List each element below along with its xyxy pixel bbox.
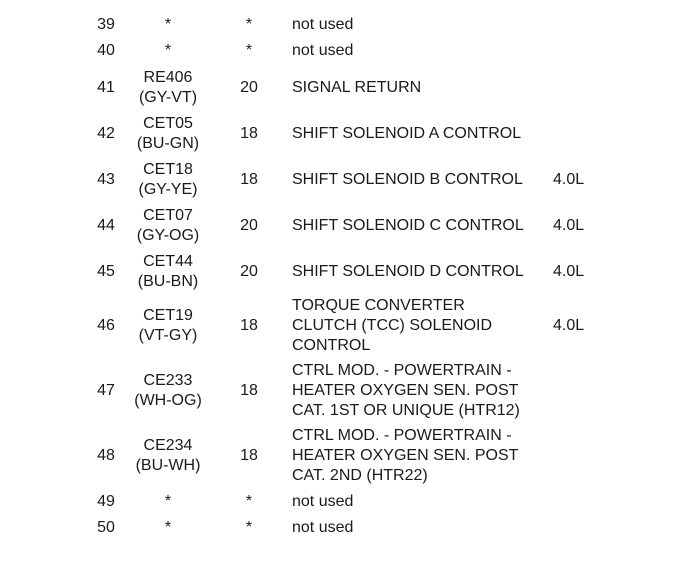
wire-color: (BU-WH)	[135, 457, 201, 474]
wire-gauge: 18	[240, 171, 258, 188]
circuit-code	[118, 41, 218, 61]
pin-function	[292, 426, 518, 486]
circuit-code	[118, 371, 218, 411]
pin-number: 48	[97, 447, 115, 464]
wire-color: (GY-YE)	[138, 181, 198, 198]
table-row	[0, 66, 688, 110]
function-line: SHIFT SOLENOID D CONTROL	[292, 263, 524, 280]
function-line: HEATER OXYGEN SEN. POST	[292, 447, 519, 464]
pin-function	[292, 262, 524, 282]
table-row	[0, 517, 688, 539]
table-row	[0, 204, 688, 248]
pin-number: 45	[97, 263, 115, 280]
function-line: SHIFT SOLENOID A CONTROL	[292, 125, 522, 142]
wire-gauge: 18	[240, 125, 258, 142]
pin-function	[292, 15, 353, 35]
circuit-id: RE406	[143, 69, 193, 86]
wire-color: (VT-GY)	[138, 327, 198, 344]
circuit-code	[118, 252, 218, 292]
wire-color: (BU-BN)	[137, 273, 199, 290]
pin-number: 47	[97, 382, 115, 399]
circuit-id: *	[164, 519, 172, 536]
wire-gauge: 18	[240, 382, 258, 399]
table-row	[0, 425, 688, 487]
circuit-id: CE233	[143, 372, 193, 389]
pin-function	[292, 518, 353, 538]
wire-color: (GY-VT)	[138, 89, 198, 106]
function-line: CTRL MOD. - POWERTRAIN -	[292, 362, 512, 379]
wire-gauge: *	[245, 493, 253, 510]
engine-note: 4.0L	[553, 171, 585, 188]
pin-number: 39	[97, 16, 115, 33]
pin-number: 42	[97, 125, 115, 142]
pin-function	[292, 41, 353, 61]
circuit-id: CET19	[143, 307, 193, 324]
circuit-id: CE234	[143, 437, 193, 454]
function-line: CAT. 2ND (HTR22)	[292, 467, 428, 484]
circuit-code	[118, 436, 218, 476]
wire-gauge: 18	[240, 447, 258, 464]
engine-note: 4.0L	[553, 217, 585, 234]
function-line: CLUTCH (TCC) SOLENOID	[292, 317, 493, 334]
circuit-code	[118, 68, 218, 108]
pin-number: 41	[97, 79, 115, 96]
circuit-id: CET05	[143, 115, 193, 132]
wire-gauge: 20	[240, 263, 258, 280]
pin-function	[292, 296, 492, 356]
function-line: TORQUE CONVERTER	[292, 297, 465, 314]
circuit-id: CET44	[143, 253, 193, 270]
pin-function	[292, 124, 521, 144]
pin-function	[292, 170, 523, 190]
wire-gauge: 20	[240, 217, 258, 234]
function-line: CAT. 1ST OR UNIQUE (HTR12)	[292, 402, 520, 419]
pin-number: 46	[97, 317, 115, 334]
function-line: SHIFT SOLENOID B CONTROL	[292, 171, 523, 188]
wire-gauge: *	[245, 42, 253, 59]
circuit-code	[118, 518, 218, 538]
wire-color: (BU-GN)	[136, 135, 200, 152]
function-line: not used	[292, 493, 354, 510]
function-line: not used	[292, 16, 354, 33]
table-row	[0, 158, 688, 202]
pin-function	[292, 492, 353, 512]
circuit-code	[118, 492, 218, 512]
engine-note: 4.0L	[553, 263, 585, 280]
circuit-id: CET07	[143, 207, 193, 224]
function-line: SIGNAL RETURN	[292, 79, 422, 96]
function-line: SHIFT SOLENOID C CONTROL	[292, 217, 524, 234]
wire-color: (WH-OG)	[134, 392, 202, 409]
table-row	[0, 250, 688, 294]
pin-number: 43	[97, 171, 115, 188]
table-row	[0, 40, 688, 62]
pin-function	[292, 361, 520, 421]
pin-function	[292, 78, 421, 98]
table-row	[0, 112, 688, 156]
pin-function	[292, 216, 524, 236]
function-line: CTRL MOD. - POWERTRAIN -	[292, 427, 512, 444]
function-line: not used	[292, 519, 354, 536]
table-row	[0, 360, 688, 422]
pin-number: 50	[97, 519, 115, 536]
circuit-code	[118, 306, 218, 346]
circuit-id: *	[164, 42, 172, 59]
circuit-id: CET18	[143, 161, 193, 178]
pin-number: 49	[97, 493, 115, 510]
wire-color: (GY-OG)	[136, 227, 200, 244]
circuit-code	[118, 15, 218, 35]
pin-number: 44	[97, 217, 115, 234]
circuit-id: *	[164, 16, 172, 33]
table-row	[0, 14, 688, 36]
wire-gauge: 20	[240, 79, 258, 96]
function-line: CONTROL	[292, 337, 371, 354]
circuit-code	[118, 206, 218, 246]
function-line: not used	[292, 42, 354, 59]
circuit-code	[118, 160, 218, 200]
engine-note: 4.0L	[553, 317, 585, 334]
table-row	[0, 491, 688, 513]
circuit-code	[118, 114, 218, 154]
wire-gauge: *	[245, 519, 253, 536]
function-line: HEATER OXYGEN SEN. POST	[292, 382, 519, 399]
pin-number: 40	[97, 42, 115, 59]
wire-gauge: *	[245, 16, 253, 33]
circuit-id: *	[164, 493, 172, 510]
wire-gauge: 18	[240, 317, 258, 334]
table-row	[0, 296, 688, 356]
